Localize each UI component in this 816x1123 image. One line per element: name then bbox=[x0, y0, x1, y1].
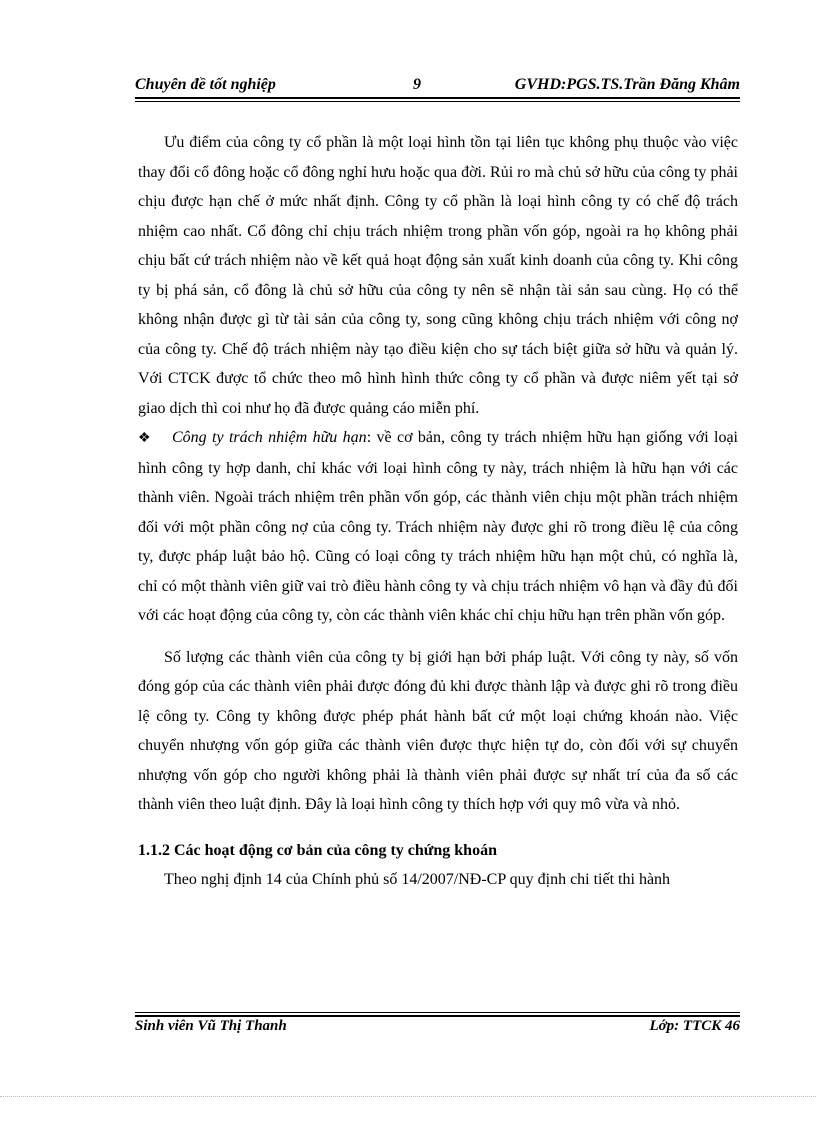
paragraph-members: Số lượng các thành viên của công ty bị giới hạn bởi pháp luật. Với công ty này, số vốn đóng góp của các thành viên phải được đóng đủ khi được thành lập và được ghi rõ trong điều lệ công ty. Công ty không được phép phát hành bất cứ một loại chứng khoán nào. Việc chuyển nhượng vốn góp giữa các thành viên được thực hiện tự do, còn đối với sự chuyển nhượng vốn góp cho người không phải là thành viên phải được sự nhất trí của đa số các thành viên theo luật định. Đây là loại hình công ty thích hợp với quy mô vừa và nhỏ. bbox=[138, 648, 738, 813]
page-body bbox=[138, 128, 738, 895]
header-rule-thin bbox=[135, 101, 740, 102]
diamond-bullet-icon: ❖ bbox=[138, 431, 151, 446]
page-footer bbox=[135, 1018, 740, 1040]
section-heading: 1.1.2 Các hoạt động cơ bản của công ty chứng khoán bbox=[138, 841, 497, 859]
paragraph-joint-stock: Ưu điểm của công ty cổ phần là một loại hình tồn tại liên tục không phụ thuộc vào việc thay đổi cổ đông hoặc cổ đông nghỉ hưu hoặc qua đời. Rủi ro mà chủ sở hữu của công ty phải chịu được hạn chế ở mức nhất định. Công ty cổ phần là loại hình công ty có chế độ trách nhiệm cao nhất. Cổ đông chỉ chịu trách nhiệm trong phần vốn góp, ngoài ra họ không phải chịu bất cứ trách nhiệm nào về kết quả hoạt động sản xuất kinh doanh của công ty. Khi công ty bị phá sản, cổ đông là chủ sở hữu của công ty nên sẽ nhận tài sản sau cùng. Họ có thể không nhận được gì từ tài sản của công ty, song cũng không chịu trách nhiệm với công nợ của công ty. Chế độ trách nhiệm này tạo điều kiện cho sự tách biệt giữa sở hữu và quản lý. Với CTCK được tổ chức theo mô hình hình thức công ty cổ phần và được niêm yết tại sở giao dịch thì coi như họ đã được quảng cáo miễn phí. bbox=[138, 134, 738, 417]
header-advisor: GVHD:PGS.TS.Trần Đăng Khâm bbox=[514, 76, 740, 93]
paragraph-decree: Theo nghị định 14 của Chính phủ số 14/2007/NĐ-CP quy định chi tiết thi hành bbox=[164, 871, 671, 888]
page-header bbox=[135, 76, 740, 98]
footer-rule-thick bbox=[135, 1015, 740, 1017]
bullet-paragraph-llc bbox=[138, 423, 738, 631]
footer-rule-thin bbox=[135, 1012, 740, 1013]
bullet-term: Công ty trách nhiệm hữu hạn bbox=[172, 429, 367, 446]
header-title: Chuyên đề tốt nghiệp bbox=[135, 76, 276, 93]
bullet-text: : về cơ bản, công ty trách nhiệm hữu hạn giống với loại hình công ty hợp danh, chỉ khác với loại hình công ty này, trách nhiệm là hữu hạn với các thành viên. Ngoài trách nhiệm trên phần vốn góp, các thành viên chịu một phần trách nhiệm đối với một phần công nợ của công ty. Trách nhiệm này được ghi rõ trong điều lệ của công ty, được pháp luật bảo hộ. Cũng có loại công ty trách nhiệm hữu hạn một chủ, có nghĩa là, chỉ có một thành viên giữ vai trò điều hành công ty và chịu trách nhiệm vô hạn và đầy đủ đối với các hoạt động của công ty, còn các thành viên khác chỉ chịu hữu hạn trên phần vốn góp. bbox=[138, 429, 738, 624]
header-rule-thick bbox=[135, 97, 740, 99]
header-page-number: 9 bbox=[413, 76, 421, 93]
footer-student: Sinh viên Vũ Thị Thanh bbox=[135, 1018, 287, 1034]
footer-class: Lớp: TTCK 46 bbox=[649, 1018, 740, 1034]
page-edge-divider bbox=[0, 1096, 816, 1097]
